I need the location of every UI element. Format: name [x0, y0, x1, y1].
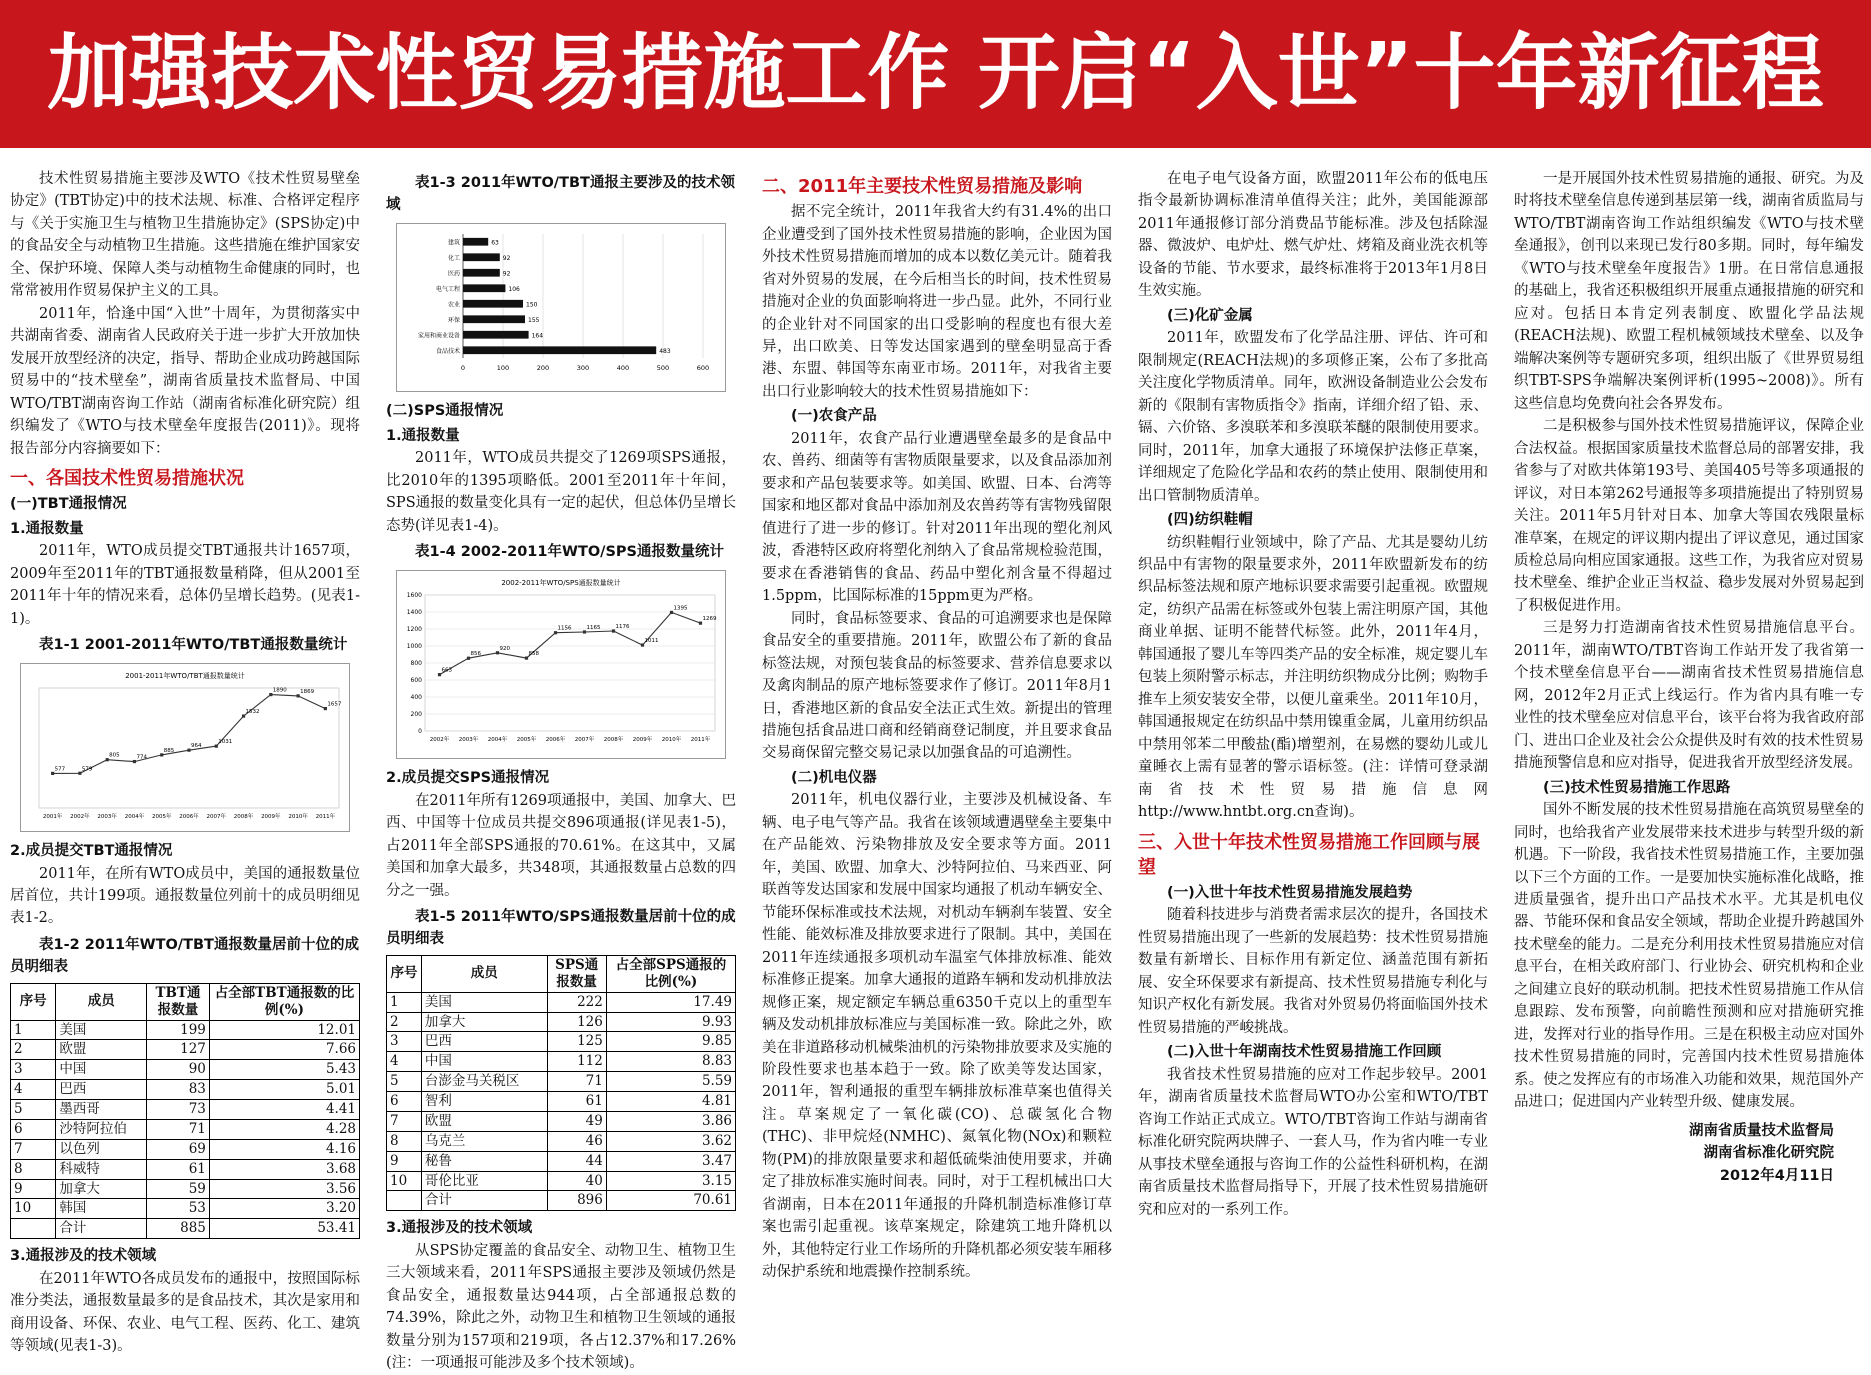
table-cell: 中国 [421, 1052, 547, 1072]
table-body [387, 992, 736, 1211]
paragraph: 2011年，农食产品行业遭遇壁垒最多的是食品中农、兽药、细菌等有害物质限量要求，以及食品添加剂要求和产品包装要求等。如美国、欧盟、日本、台湾等国家和地区都对食品中添加剂及农兽药等有害物残留限值进行了进一步的修订。针对2011年出现的塑化剂风波，香港特区政府将塑化剂纳入了食品常规检验范围，要求在香港销售的食品、药品中塑化剂含量不得超过1.5ppm，比国际标准的15ppm更为严格。 [762, 430, 1112, 605]
paragraph: 国外不断发展的技术性贸易措施在高筑贸易壁垒的同时，也给我省产业发展带来技术进步与转型升级的新机遇。下一阶段，我省技术性贸易措施工作，主要加强以下三个方面的工作。一是要加快实施标准化战略，推进质量强省，提升出口产品技术水平。尤其是机电仪器、节能环保和食品安全领域，帮助企业提升跨越国外技术壁垒的能力。二是充分利用技术性贸易措施应对信息平台，在相关政府部门、行业协会、研究机构和企业之间建立良好的联动机制。把技术性贸易措施工作从信息跟踪、发布预警，向前瞻性预测和应对措施研究推进，发挥对行业的指导作用。三是在积极主动应对国外技术性贸易措施的同时，完善国内技术性贸易措施体系。使之发挥应有的市场准入功能和效果，规范国外产品进口；促进国内产业转型升级、健康发展。 [1514, 802, 1864, 1111]
bar [463, 238, 488, 246]
paragraph: 同时，食品标签要求、食品的可追溯要求也是保障食品安全的重要措施。2011年，欧盟公布了新的食品标签法规，对预包装食品的标签要求、营养信息要求以及禽肉制品的原产地标签要求作了修订。2011年8月1日，香港地区新的食品安全法正式生效。新提出的管理措施包括食品进口商和经销商登记制度，并且要求食品交易商保留完整交易记录以加强食品的可追溯性。 [762, 610, 1112, 762]
category-label: 食品技术 [435, 348, 460, 356]
data-label: 1532 [245, 708, 260, 715]
paragraph: 2011年，WTO成员提交TBT通报共计1657项，2009年至2011年的TBT通报数量稍降，但从2001至2011年十年的情况来看，总体仍呈增长趋势。(见表1-1)。 [10, 543, 360, 627]
table-cell: 222 [547, 992, 606, 1012]
table-caption: 表1-4 2002-2011年WTO/SPS通报数量统计 [415, 544, 724, 561]
table-cell: 欧盟 [421, 1111, 547, 1131]
table-row [387, 1191, 736, 1211]
x-tick-label: 2010年 [288, 813, 308, 820]
column-4 [1138, 168, 1488, 1356]
bar [463, 284, 505, 292]
table-cell: 中国 [56, 1060, 147, 1080]
table-cell: 9 [11, 1179, 56, 1199]
table-cell: 3.68 [209, 1159, 359, 1179]
table-cell: 6 [387, 1092, 422, 1112]
table-cell: 10 [11, 1199, 56, 1219]
subsection-heading: (一)农食产品 [791, 408, 877, 425]
category-label: 农业 [447, 301, 460, 309]
table-cell: 7.66 [209, 1040, 359, 1060]
chart-title: 2001-2011年WTO/TBT通报数量统计 [125, 671, 245, 680]
tbt-line-chart-svg [21, 664, 349, 824]
column-2 [386, 168, 736, 1372]
y-tick-label: 800 [410, 659, 422, 667]
table-header-row [11, 983, 360, 1020]
signature-org2: 湖南省标准化研究院 [1703, 1145, 1834, 1162]
column-header: TBT通报数量 [147, 983, 210, 1020]
data-label: 155 [528, 317, 540, 325]
x-tick-label: 2009年 [261, 813, 281, 820]
x-tick-label: 2002年 [429, 736, 450, 743]
table-cell: 53 [147, 1199, 210, 1219]
column-header: SPS通报数量 [547, 955, 606, 992]
table-cell: 61 [147, 1159, 210, 1179]
y-tick-label: 600 [410, 676, 422, 684]
x-tick-label: 500 [656, 363, 670, 372]
plot-area [39, 688, 342, 808]
paragraph: 随着科技进步与消费者需求层次的提升，各国技术性贸易措施出现了一些新的发展趋势：技术性贸易措施数量有新增长、目标作用有新定位、涵盖范围有新拓展、安全环保要求有新提高、技术性贸易措施专利化与知识产权化有新发展。我省对外贸易仍将面临国外技术性贸易措施的严峻挑战。 [1138, 907, 1488, 1036]
y-tick-label: 200 [410, 710, 422, 718]
table-cell: 台澎金马关税区 [421, 1072, 547, 1092]
table-cell: 7 [387, 1111, 422, 1131]
x-tick-label: 2007年 [574, 736, 595, 743]
table-row [11, 1100, 360, 1120]
column-1 [10, 168, 360, 1356]
category-label: 建筑 [447, 239, 460, 247]
table-cell: 加拿大 [421, 1012, 547, 1032]
table-cell: 合计 [421, 1191, 547, 1211]
table-cell: 70.61 [606, 1191, 735, 1211]
table-row [11, 1020, 360, 1040]
section-heading: 一、各国技术性贸易措施状况 [10, 468, 244, 490]
table-cell: 61 [547, 1092, 606, 1112]
table-row [387, 1131, 736, 1151]
table-row [11, 1080, 360, 1100]
table-cell: 4.28 [209, 1119, 359, 1139]
table-cell: 126 [547, 1012, 606, 1032]
headline-banner [0, 0, 1871, 148]
paragraph: 据不完全统计，2011年我省大约有31.4%的出口企业遭受到了国外技术性贸易措施的影响，企业因为国外技术性贸易措施而增加的成本以数亿美元计。随着我省对外贸易的发展，在今后相当长的时间，技术性贸易措施对企业的负面影响将进一步凸显。此外，不同行业的企业针对不同国家的出口受影响的程度也有很大差异，出口欧美、日等发达国家遇到的壁垒明显高于香港、东盟、韩国等东南亚市场。2011年，对我省主要出口行业影响较大的技术性贸易措施如下： [762, 204, 1112, 400]
bar [463, 269, 500, 277]
table-row [11, 1199, 360, 1219]
table-row [11, 1060, 360, 1080]
sps-line-chart-svg [397, 571, 725, 751]
y-tick-label: 1600 [406, 591, 422, 599]
table-cell: 巴西 [421, 1032, 547, 1052]
table-cell: 83 [147, 1080, 210, 1100]
table-cell: 40 [547, 1171, 606, 1191]
x-tick-label: 2001年 [42, 813, 63, 820]
category-label: 家用和商业设备 [417, 332, 460, 340]
table-cell: 1 [387, 992, 422, 1012]
table-cell: 5 [11, 1100, 56, 1120]
table-cell: 7 [11, 1139, 56, 1159]
data-label: 805 [109, 752, 120, 759]
table-cell: 46 [547, 1131, 606, 1151]
data-label: 1269 [702, 615, 717, 622]
x-tick-label: 2007年 [206, 813, 227, 820]
x-tick-label: 300 [576, 363, 590, 372]
signature-org1: 湖南省质量技术监督局 [1689, 1122, 1834, 1139]
table-cell: 9 [387, 1151, 422, 1171]
table-cell: 3.62 [606, 1131, 735, 1151]
table-cell: 巴西 [56, 1080, 147, 1100]
table-cell: 4.81 [606, 1092, 735, 1112]
table-cell: 韩国 [56, 1199, 147, 1219]
paragraph: 二是积极参与国外技术性贸易措施评议，保障企业合法权益。根据国家质量技术监督总局的部署安排，我省参与了对欧共体第193号、美国405号等多项通报的评议，对日本第262号通报等多项措施提出了特别贸易关注。2011年5月针对日本、加拿大等国农残限量标准草案，在规定的评议期内提出了评议意见，通过国家质检总局向相应国家通报。这些工作，为我省应对贸易技术壁垒、维护企业正当权益、稳步发展对外贸易起到了积极促进作用。 [1514, 418, 1864, 614]
table-cell: 5 [387, 1072, 422, 1092]
table-cell: 哥伦比亚 [421, 1171, 547, 1191]
table-caption: 表1-5 2011年WTO/SPS通报数量居前十位的成员明细表 [386, 908, 736, 948]
paragraph: 2011年，机电仪器行业，主要涉及机械设备、车辆、电子电气等产品。我省在该领域遭遇壁垒主要集中在产品能效、污染物排放及安全要求等方面。2011年，美国、欧盟、加拿大、沙特阿拉伯、马来西亚、阿联酋等发达国家和发展中国家均通报了机动车辆安全、节能环保标准或技术法规，对机动车辆刹车装置、安全性能、能效标准及排放要求进行了限制。其中，美国在2011年连续通报多项机动车温室气体排放标准、能效标准修正提案。加拿大通报的道路车辆和发动机排放法规修正案，规定额定车辆总重6350千克以上的重型车辆及发动机排放标准应与美国标准一致。除此之外，欧美在非道路移动机械柴油机的污染物排放要求及实施的阶段性要求也基本趋于一致。除了欧美等发达国家，2011年，智利通报的重型车辆排放标准草案也值得关注。草案规定了一氧化碳(CO)、总碳氢化合物(THC)、非甲烷烃(NMHC)、氮氧化物(NOx)和颗粒物(PM)的排放限量要求和超低硫柴油使用要求，并确定了排放标准实施时间表。同时，对于工程机械出口大省湖南，日本在2011年通报的升降机制造标准修订草案也需引起重视。该草案规定，除建筑工地升降机以外，其他特定行业工作场所的升降机都必须安装车厢移动保护系统和地震操作控制系统。 [762, 792, 1112, 1281]
table-cell: 墨西哥 [56, 1100, 147, 1120]
table-caption: 表1-3 2011年WTO/TBT通报主要涉及的技术领域 [386, 175, 735, 214]
data-label: 92 [502, 255, 511, 263]
category-label: 医药 [447, 270, 460, 278]
data-label: 1031 [218, 738, 233, 745]
data-label: 774 [136, 754, 147, 761]
x-tick-label: 2004年 [124, 813, 145, 820]
table-caption: 表1-1 2001-2011年WTO/TBT通报数量统计 [39, 637, 348, 654]
table-cell: 4 [387, 1052, 422, 1072]
table-cell: 90 [147, 1060, 210, 1080]
x-tick-label: 2004年 [487, 736, 508, 743]
table-cell: 53.41 [209, 1219, 359, 1239]
table-cell: 112 [547, 1052, 606, 1072]
x-tick-label: 2005年 [151, 813, 172, 820]
table-row [387, 1052, 736, 1072]
table-cell: 127 [147, 1040, 210, 1060]
table-caption: 表1-2 2011年WTO/TBT通报数量居前十位的成员明细表 [10, 936, 359, 976]
data-label: 1165 [586, 624, 601, 631]
table-cell: 71 [547, 1072, 606, 1092]
column-header: 成员 [56, 983, 147, 1020]
x-tick-label: 0 [460, 363, 466, 372]
table-cell: 8 [11, 1159, 56, 1179]
tbt-fields-bar-chart-svg [397, 224, 725, 384]
category-label: 化工 [447, 255, 460, 263]
column-3 [762, 168, 1112, 1356]
data-label: 164 [531, 332, 544, 340]
table-cell: 欧盟 [56, 1040, 147, 1060]
data-label: 150 [526, 301, 538, 309]
x-tick-label: 100 [496, 363, 510, 372]
data-label: 920 [499, 645, 510, 652]
table-cell: 1 [11, 1020, 56, 1040]
y-tick-label: 0 [418, 727, 422, 735]
item-heading: 1.通报数量 [10, 520, 84, 537]
table-cell: 9.93 [606, 1012, 735, 1032]
table-cell: 合计 [56, 1219, 147, 1239]
paragraph: 在2011年WTO各成员发布的通报中，按照国际标准分类法，通报数量最多的是食品技术，其次是家用和商用设备、环保、农业、电气工程、医药、化工、建筑等领域(见表1-3)。 [10, 1270, 360, 1355]
subsection-heading: (二)SPS通报情况 [386, 403, 504, 420]
table-cell: 4.41 [209, 1100, 359, 1120]
x-tick-label: 2002年 [70, 813, 90, 820]
table-row [11, 1119, 360, 1139]
intro-paragraph: 2011年，恰逢中国“入世”十周年，为贯彻落实中共湖南省委、湖南省人民政府关于进一步扩大开放加快发展开放型经济的决定，指导、帮助企业成功跨越国际贸易中的“技术壁垒”，湖南省质量技术监督局、中国WTO/TBT湖南咨询工作站（湖南省标准化研究院）组织编发了《WTO与技术壁垒年度报告(2011)》。现将报告部分内容摘要如下： [10, 305, 360, 457]
table-cell: 59 [147, 1179, 210, 1199]
subsection-heading: (三)技术性贸易措施工作思路 [1543, 779, 1731, 796]
paragraph: 在电子电气设备方面，欧盟2011年公布的低电压指令最新协调标准清单值得关注；此外，美国能源部2011年通报修订部分消费品节能标准。涉及包括除湿器、微波炉、电炉灶、燃气炉灶、烤箱及商业洗衣机等设备的节能、节水要求，最终标准将于2013年1月8日生效实施。 [1138, 171, 1488, 300]
subsection-heading: (三)化矿金属 [1167, 307, 1253, 324]
table-row [11, 1179, 360, 1199]
subsection-heading: (二)机电仪器 [791, 769, 877, 786]
y-tick-label: 1200 [406, 625, 422, 633]
data-label: 663 [441, 667, 452, 674]
table-row [387, 992, 736, 1012]
data-label: 885 [163, 747, 175, 754]
table-row [387, 1111, 736, 1131]
bar [463, 346, 656, 354]
item-heading: 2.成员提交TBT通报情况 [10, 843, 173, 860]
table-cell: 10 [387, 1171, 422, 1191]
y-tick-label: 400 [410, 693, 422, 701]
x-tick-label: 400 [616, 363, 630, 372]
data-label: 964 [191, 742, 202, 749]
paragraph: 2011年，在所有WTO成员中，美国的通报数量位居首位，共计199项。通报数量位列前十的成员明细见表1-2。 [10, 865, 360, 927]
table-cell: 885 [147, 1219, 210, 1239]
data-label: 1890 [272, 687, 287, 694]
table-cell: 美国 [56, 1020, 147, 1040]
table-cell: 3.86 [606, 1111, 735, 1131]
bar [463, 300, 523, 308]
x-tick-label: 2005年 [516, 736, 537, 743]
data-label: 1657 [327, 701, 342, 708]
x-tick-label: 2003年 [97, 813, 117, 820]
x-tick-label: 2006年 [545, 736, 566, 743]
paragraph: 我省技术性贸易措施的应对工作起步较早。2001年，湖南省质量技术监督局WTO办公室和WTO/TBT咨询工作站正式成立。WTO/TBT咨询工作站与湖南省标准化研究院两块牌子、一套人马，作为省内唯一专业从事技术壁垒通报与咨询工作的公益性科研机构，在湖南省质量技术监督局指导下，开展了技术性贸易措施研究和应对的一系列工作。 [1138, 1066, 1488, 1218]
table-cell: 125 [547, 1032, 606, 1052]
x-tick-label: 2011年 [315, 813, 336, 820]
sps-line-chart [396, 570, 726, 759]
category-label: 电气工程 [435, 286, 460, 294]
column-header: 占全部SPS通报的比例(%) [606, 955, 735, 992]
data-label: 1011 [644, 637, 659, 644]
x-tick-label: 2003年 [458, 736, 479, 743]
table-cell: 2 [387, 1012, 422, 1032]
table-cell: 加拿大 [56, 1179, 147, 1199]
table-row [11, 1040, 360, 1060]
x-tick-label: 600 [696, 363, 710, 372]
table-cell: 5.59 [606, 1072, 735, 1092]
table-cell: 49 [547, 1111, 606, 1131]
x-tick-label: 2008年 [603, 736, 624, 743]
intro-paragraph: 技术性贸易措施主要涉及WTO《技术性贸易壁垒协定》(TBT协定)中的技术法规、标准、合格评定程序与《关于实施卫生与植物卫生措施协定》(SPS协定)中的食品安全与动植物卫生措施。这些措施在维护国家安全、保护环境、保障人类与动植物生命健康的同时，也常常被用作贸易保护主义的工具。 [10, 171, 360, 300]
column-5 [1514, 168, 1864, 1356]
paragraph: 2011年，WTO成员共提交了1269项SPS通报，比2010年的1395项略低。2001至2011年十年间，SPS通报的数量变化具有一定的起伏，但总体仍呈增长态势(详见表1-4)。 [386, 450, 736, 534]
x-tick-label: 2008年 [233, 813, 254, 820]
item-heading: 2.成员提交SPS通报情况 [386, 770, 550, 787]
data-label: 1176 [615, 623, 630, 630]
table-cell: 秘鲁 [421, 1151, 547, 1171]
section-heading: 三、入世十年技术性贸易措施工作回顾与展望 [1138, 831, 1480, 878]
item-heading: 3.通报涉及的技术领域 [386, 1220, 533, 1237]
table-cell: 4 [11, 1080, 56, 1100]
table-row [387, 1012, 736, 1032]
table-body [11, 1020, 360, 1239]
data-label: 1156 [557, 625, 572, 632]
x-tick-label: 200 [536, 363, 550, 372]
x-tick-label: 2006年 [179, 813, 199, 820]
subsection-heading: (二)入世十年湖南技术性贸易措施工作回顾 [1167, 1044, 1442, 1061]
table-cell: 沙特阿拉伯 [56, 1119, 147, 1139]
item-heading: 1.通报数量 [386, 427, 460, 444]
table-row [387, 1072, 736, 1092]
table-cell: 乌克兰 [421, 1131, 547, 1151]
table-row [387, 1092, 736, 1112]
signature-date: 2012年4月11日 [1719, 1167, 1834, 1184]
table-cell: 3.20 [209, 1199, 359, 1219]
item-heading: 3.通报涉及的技术领域 [10, 1248, 157, 1265]
sps-members-table [386, 955, 736, 1211]
table-cell [387, 1191, 422, 1211]
table-cell: 12.01 [209, 1020, 359, 1040]
table-cell: 以色列 [56, 1139, 147, 1159]
table-cell: 智利 [421, 1092, 547, 1112]
bar [463, 331, 529, 339]
table-cell: 3.56 [209, 1179, 359, 1199]
table-cell: 69 [147, 1139, 210, 1159]
paragraph: 一是开展国外技术性贸易措施的通报、研究。为及时将技术壁垒信息传递到基层第一线，湖南省质监局与WTO/TBT湖南咨询工作站组织编发《WTO与技术壁垒通报》，创刊以来现已发行80多期。同时，每年编发《WTO与技术壁垒年度报告》1册。在日常信息通报的基础上，我省还积极组织开展重点通报措施的研究和应对。包括日本肯定列表制度、欧盟化学品法规(REACH法规)、欧盟工程机械领域技术壁垒、以及争端解决案例等专题研究多项，组织出版了《世界贸易组织TBT-SPS争端解决案例评析(1995~2008)》。所有这些信息均免费向社会各界发布。 [1514, 171, 1864, 412]
table-cell: 5.01 [209, 1080, 359, 1100]
y-tick-label: 1400 [406, 608, 422, 616]
section-heading: 二、2011年主要技术性贸易措施及影响 [762, 176, 1083, 197]
table-cell: 3.47 [606, 1151, 735, 1171]
table-cell: 9.85 [606, 1032, 735, 1052]
headline: 加强技术性贸易措施工作 开启“入世”十年新征程 [47, 26, 1824, 121]
table-row [387, 1032, 736, 1052]
data-label: 1395 [673, 605, 688, 612]
table-header-row [387, 955, 736, 992]
paragraph: 三是努力打造湖南省技术性贸易措施信息平台。2011年，湖南WTO/TBT咨询工作站开发了我省第一个技术壁垒信息平台——湖南省技术性贸易措施信息网，2012年2月正式上线运行。作为省内具有唯一专业性的技术壁垒应对信息平台，该平台将为我省政府部门、进出口企业及社会公众提供及时有效的技术性贸易措施预警信息和应对指导，促进我省开放型经济发展。 [1514, 620, 1864, 772]
table-cell: 4.16 [209, 1139, 359, 1159]
data-label: 1869 [300, 688, 315, 695]
chart-title: 2002-2011年WTO/SPS通报数量统计 [501, 578, 621, 587]
data-label: 106 [508, 286, 520, 294]
paragraph: 纺织鞋帽行业领域中，除了产品、尤其是婴幼儿纺织品中有害物的限量要求外，2011年欧盟新发布的纺织品标签法规和原产地标识要求需要引起重视。欧盟规定，纺织产品需在标签或外包装上需注明原产国，其他商业单据、证明不能替代标签。此外，2011年4月，韩国通报了婴儿车等四类产品的安全标准，规定婴儿车包装上须附警示标志，并注明纺织物成分比例；购物手推车上须安装安全带，以便儿童乘坐。2011年10月，韩国通报规定在纺织品中禁用镍重金属，儿童用纺织品中禁用邻苯二甲酸盐(酯)增塑剂，在易燃的婴幼儿或儿童睡衣上需有显著的警示语标签。(注：详情可登录湖南省技术性贸易措施信息网http://www.hntbt.org.cn查询)。 [1138, 534, 1488, 821]
table-cell: 5.43 [209, 1060, 359, 1080]
table-cell: 17.49 [606, 992, 735, 1012]
table-row [387, 1171, 736, 1191]
table-cell: 6 [11, 1119, 56, 1139]
table-cell: 73 [147, 1100, 210, 1120]
bar [463, 315, 525, 323]
category-label: 环保 [447, 317, 460, 325]
data-label: 579 [81, 765, 93, 772]
table-cell [11, 1219, 56, 1239]
data-label: 63 [491, 239, 499, 247]
x-tick-label: 2011年 [690, 736, 711, 743]
subsection-heading: (一)入世十年技术性贸易措施发展趋势 [1167, 884, 1413, 901]
table-cell: 2 [11, 1040, 56, 1060]
table-row [11, 1219, 360, 1239]
table-cell: 3 [387, 1032, 422, 1052]
subsection-heading: (四)纺织鞋帽 [1167, 512, 1253, 529]
table-cell: 896 [547, 1191, 606, 1211]
table-cell: 3 [11, 1060, 56, 1080]
column-header: 序号 [11, 983, 56, 1020]
x-tick-label: 2010年 [661, 736, 682, 743]
column-header: 序号 [387, 955, 422, 992]
data-label: 577 [54, 765, 66, 772]
bar [463, 253, 500, 261]
table-cell: 44 [547, 1151, 606, 1171]
data-label: 92 [502, 270, 511, 278]
paragraph: 在2011年所有1269项通报中，美国、加拿大、巴西、中国等十位成员共提交896项通报(详见表1-5)，占2011年全部SPS通报的70.61%。在这其中，又属美国和加拿大最多，共348项，其通报数量占总数的四分之一强。 [386, 792, 736, 899]
subsection-heading: (一)TBT通报情况 [10, 496, 127, 513]
table-row [11, 1139, 360, 1159]
table-cell: 美国 [421, 992, 547, 1012]
data-label: 856 [470, 650, 481, 657]
x-tick-label: 2009年 [632, 736, 653, 743]
paragraph: 2011年，欧盟发布了化学品注册、评估、许可和限制规定(REACH法规)的多项修正案，公布了多批高关注度化学物质清单。同年，欧洲设备制造业公会发布新的《限制有害物质指令》指南，详细介绍了铅、汞、镉、六价铬、多溴联苯和多溴联苯醚的限制使用要求。同时，2011年，加拿大通报了环境保护法修正草案，详细规定了危险化学品和农药的禁止使用、限制使用和出口管制物质清单。 [1138, 330, 1488, 504]
tbt-line-chart [20, 663, 350, 832]
tbt-fields-bar-chart [396, 223, 726, 392]
column-header: 占全部TBT通报数的比例(%) [209, 983, 359, 1020]
column-header: 成员 [421, 955, 547, 992]
table-cell: 科威特 [56, 1159, 147, 1179]
table-cell: 71 [147, 1119, 210, 1139]
table-cell: 3.15 [606, 1171, 735, 1191]
table-cell: 8 [387, 1131, 422, 1151]
tbt-members-table [10, 983, 360, 1239]
table-cell: 199 [147, 1020, 210, 1040]
data-label: 858 [528, 650, 539, 657]
table-row [387, 1151, 736, 1171]
data-label: 483 [659, 348, 671, 356]
table-row [11, 1159, 360, 1179]
paragraph: 从SPS协定覆盖的食品安全、动物卫生、植物卫生三大领域来看，2011年SPS通报主要涉及领域仍然是食品安全，通报数量达944项，占全部通报总数的74.39%，除此之外，动物卫生和植物卫生领域的通报数量分别为157项和219项，各占12.37%和17.26%(注：一项通报可能涉及多个技术领域)。 [386, 1242, 736, 1372]
y-tick-label: 1000 [406, 642, 422, 650]
table-cell: 8.83 [606, 1052, 735, 1072]
